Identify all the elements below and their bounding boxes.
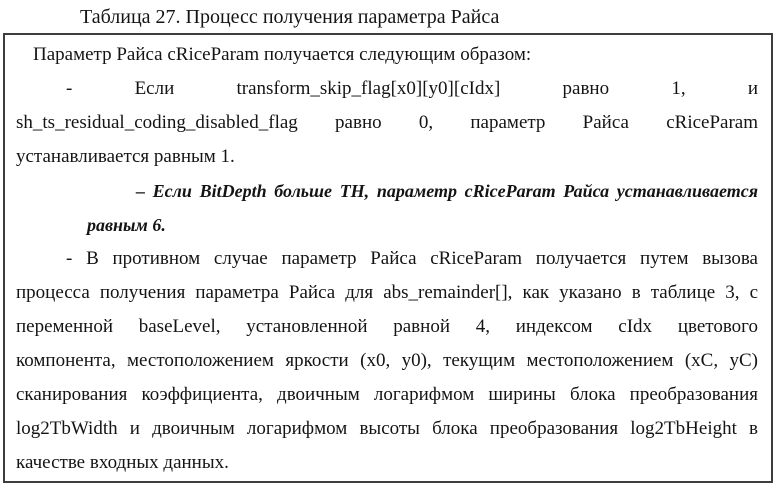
- paragraph-intro: [16, 38, 758, 72]
- paragraph-dash: [16, 72, 758, 174]
- text-line: качестве входных данных.: [16, 452, 229, 473]
- table-body: [16, 38, 758, 480]
- text-line: сканирования коэффициента, двоичным логарифмом ширины блока преобразования: [16, 384, 758, 405]
- text-line: равным 6.: [87, 215, 166, 235]
- text-line: переменной baseLevel, установленной равной 4, индексом cIdx цветового: [16, 316, 758, 337]
- text-line: устанавливается равным 1.: [16, 146, 235, 167]
- text-line: процесса получения параметра Райса для abs_remainder[], как указано в таблице 3, с: [16, 282, 758, 303]
- text-line: – Если BitDepth больше TH, параметр cRiceParam Райса устанавливается: [136, 181, 758, 201]
- table-caption: Таблица 27. Процесс получения параметра Райса: [80, 6, 500, 28]
- text-line: Параметр Райса cRiceParam получается следующим образом:: [33, 44, 532, 65]
- paragraph-emphasis: [87, 174, 758, 242]
- text-line: компонента, местоположением яркости (x0, y0), текущим местоположением (xC, yC): [16, 350, 758, 371]
- paragraph-dash: [16, 242, 758, 480]
- text-line: - Если transform_skip_flag[x0][y0][cIdx] равно 1, и: [66, 78, 758, 99]
- text-line: sh_ts_residual_coding_disabled_flag равно 0, параметр Райса cRiceParam: [16, 112, 758, 133]
- text-line: log2TbWidth и двоичным логарифмом высоты блока преобразования log2TbHeight в: [16, 418, 758, 439]
- text-line: - В противном случае параметр Райса cRiceParam получается путем вызова: [66, 248, 758, 269]
- table-frame: [3, 33, 773, 483]
